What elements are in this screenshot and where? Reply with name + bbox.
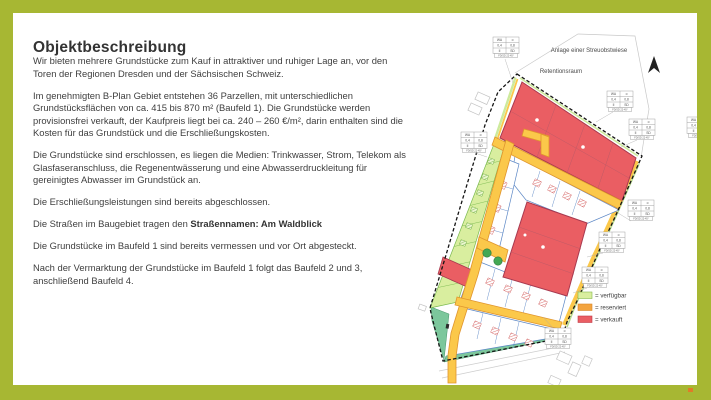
street-name: Straßennamen: Am Waldblick: [190, 218, 323, 229]
slide-border-top: [0, 0, 711, 13]
slide-border-right: [697, 0, 711, 400]
description-text: [33, 55, 411, 297]
paragraph-parcels: Im genehmigten B-Plan Gebiet entstehen 36 Parzellen, mit unterschiedlichen Grundstücksflächen von ca. 415 bis 870 m² (Baufeld 1). Die Grundstücke werden provisionsfrei verkauft, der Kaufpreis liegt bei ca. 240 – 260 €/m², darin enthalten sind die Kosten für das Grundstück und die Erschließungskosten.: [33, 89, 404, 138]
page-title: Objektbeschreibung: [33, 39, 187, 57]
paragraph-medien: Die Grundstücke sind erschlossen, es liegen die Medien: Trinkwasser, Strom, Telekom als Glasfaseranschluss, die Regenentwässerung und eine Abwasserdruckleitung für gereinigtes Abwasser im Grundstück an.: [33, 149, 406, 185]
paragraph-strasse: [33, 218, 411, 231]
site-plan-svg: WA o 0,4 0,8 II SD FD/SD 22-45° Anlage einer Streuobstwiese Retentionsraum = verfügbar = reserviert = verkauft: [415, 25, 707, 390]
map-legend: [578, 292, 626, 324]
slide-border-left: [0, 0, 13, 400]
orchard-label: Anlage einer Streuobstwiese: [550, 48, 628, 54]
teal-strip-left: [431, 307, 449, 360]
paragraph-intro: Wir bieten mehrere Grundstücke zum Kauf in attraktiver und ruhiger Lage an, vor den Toren der Regionen Dresden und der Sächsischen Schweiz.: [33, 55, 388, 79]
paragraph-strasse-prefix: Die Straßen im Baugebiet tragen den: [33, 218, 191, 229]
site-plan-map: [415, 25, 707, 390]
paragraph-erschliessung: Die Erschließungsleistungen sind bereits abgeschlossen.: [33, 196, 271, 207]
legend-reserved: = reserviert: [595, 304, 627, 312]
paragraph-vermessen: Die Grundstücke im Baufeld 1 sind bereits vermessen und vor Ort abgesteckt.: [33, 240, 357, 251]
footer-page-marker: [688, 388, 693, 392]
paragraph-vermarktung: Nach der Vermarktung der Grundstücke im Baufeld 1 folgt das Baufeld 2 und 3, anschließend Baufeld 4.: [33, 262, 363, 286]
legend-available: = verfügbar: [595, 292, 627, 300]
legend-sold: = verkauft: [595, 316, 623, 324]
slide-border-bottom: [0, 385, 711, 400]
north-arrow-icon: [648, 56, 660, 73]
retention-label: Retentionsraum: [539, 69, 583, 75]
